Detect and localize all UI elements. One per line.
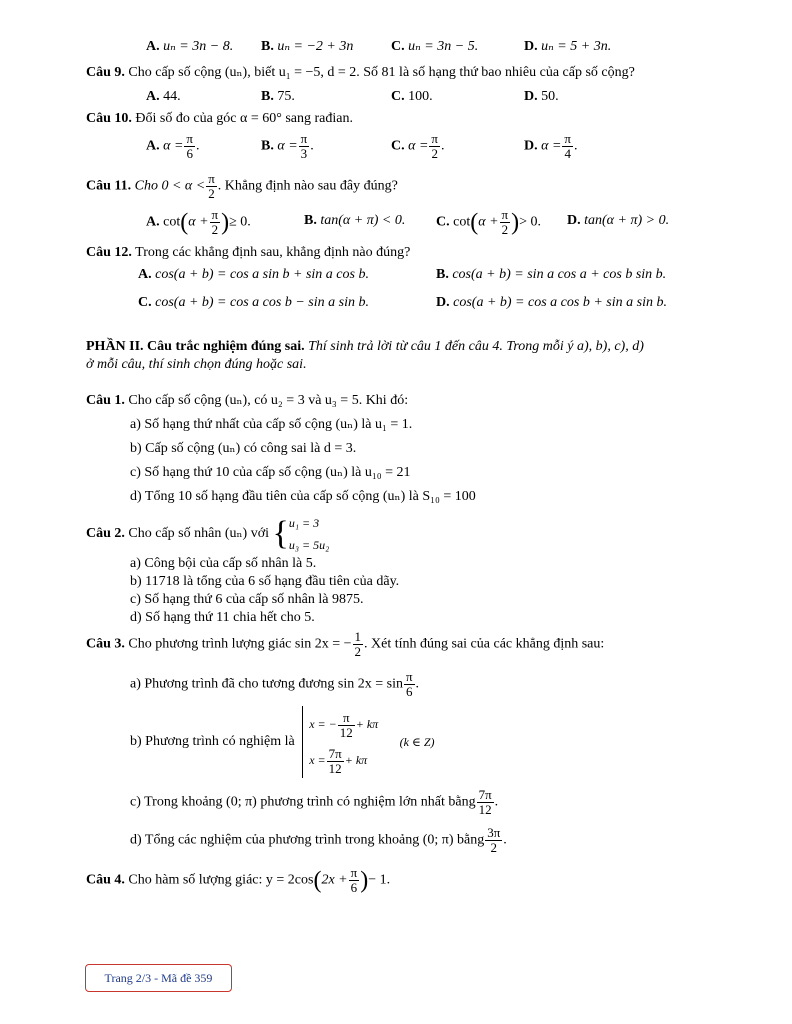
q12-option-b	[436, 266, 666, 284]
statement-c: c) Số hạng thứ 6 của cấp số nhân là 9875.	[130, 592, 364, 607]
option-label: C.	[391, 39, 405, 54]
question-label: Câu 10.	[86, 111, 132, 126]
statement-text: a) Phương trình đã cho tương đương sin 2x = sin	[130, 676, 403, 692]
question-text: Cho hàm số lượng giác: y = 2cos	[128, 872, 314, 888]
question-text: Đổi số đo của góc α = 60° sang rađian.	[135, 111, 353, 126]
option-text: tan(α + π) > 0.	[584, 213, 670, 228]
option-label: D.	[524, 138, 538, 154]
question-label: Câu 1.	[86, 393, 125, 408]
option-label: D.	[567, 213, 581, 228]
part2-heading	[86, 338, 644, 356]
section-title: PHẦN II. Câu trắc nghiệm đúng sai.	[86, 339, 305, 354]
statement-d: d) Tổng 10 số hạng đầu tiên của cấp số cộng (uₙ) là S₁₀ = 100	[130, 489, 476, 504]
p2-question-2	[86, 512, 329, 556]
option-label: A.	[146, 138, 160, 154]
question-9	[86, 64, 635, 82]
q12-option-c	[138, 294, 369, 312]
statement-a: a) Công bội của cấp số nhân là 5.	[130, 556, 317, 571]
fraction: $\frac{\pi}{2}$	[431, 131, 438, 161]
option-label: B.	[261, 89, 274, 104]
option-label: C.	[138, 295, 152, 310]
fraction: $\frac{\pi}{2}$	[208, 171, 215, 201]
page-footer: Trang 2/3 - Mã đề 359	[85, 964, 232, 992]
q12-option-a	[138, 266, 369, 284]
option-label: B.	[304, 213, 317, 228]
option-label: A.	[146, 89, 160, 104]
statement-a: a) Số hạng thứ nhất của cấp số cộng (uₙ) là u₁ = 1.	[130, 417, 413, 432]
equation: u₁ = 3	[288, 516, 320, 530]
option-label: C.	[391, 138, 405, 154]
option-text: uₙ = 3n − 8.	[163, 39, 234, 54]
question-text: Trong các khẳng định sau, khẳng định nào đúng?	[135, 245, 411, 260]
option-text: uₙ = −2 + 3n	[277, 39, 354, 54]
question-text: Cho 0 < α <	[134, 178, 206, 194]
fraction: $\frac{\pi}{6}$	[405, 669, 413, 699]
solution-set: x = − $\frac{\pi}{12}$ + kπ x = $\frac{7\pi}{12}$ + kπ	[302, 706, 378, 778]
option-text: tan(α + π) < 0.	[320, 213, 406, 228]
statement-d: d) Số hạng thứ 11 chia hết cho 5.	[130, 610, 315, 625]
question-label: Câu 4.	[86, 872, 125, 888]
question-text: Cho cấp số cộng (uₙ), biết u₁ = −5, d = 2. Số 81 là số hạng thứ bao nhiêu của cấp số cộng?	[128, 65, 635, 80]
option-text: uₙ = 5 + 3n.	[541, 39, 612, 54]
p2-question-3	[86, 630, 604, 659]
question-12	[86, 244, 410, 262]
option-label: D.	[524, 39, 538, 54]
option-text: cos(a + b) = sin a cos a + cos b sin b.	[452, 267, 667, 282]
q12-option-d	[436, 294, 667, 312]
option-text: 50.	[541, 89, 559, 104]
statement-d: d) Tổng các nghiệm của phương trình trong khoảng (0; π) bằng $\frac{3\pi}{2}$ .	[130, 825, 507, 855]
option-text: cos(a + b) = cos a sin b + sin a cos b.	[155, 267, 369, 282]
question-11	[86, 172, 398, 201]
option-text: 44.	[163, 89, 181, 104]
option-text: α =	[163, 138, 184, 154]
statement-a: a) Phương trình đã cho tương đương sin 2x = sin $\frac{\pi}{6}$ .	[130, 669, 420, 699]
section-instructions-2: ở mỗi câu, thí sinh chọn đúng hoặc sai.	[86, 357, 307, 372]
statement-c: c) Trong khoảng (0; π) phương trình có nghiệm lớn nhất bằng $\frac{7\pi}{12}$ .	[130, 787, 499, 817]
option-text: cos(a + b) = cos a cos b − sin a sin b.	[155, 295, 369, 310]
option-text: uₙ = 3n − 5.	[408, 39, 479, 54]
option-label: C.	[391, 89, 405, 104]
option-text: α +	[478, 214, 499, 230]
option-text: α +	[188, 214, 209, 230]
question-text: − 1.	[368, 872, 391, 888]
p2-question-4: Câu 4. Cho hàm số lượng giác: y = 2cos(2x + $\frac{\pi}{6}$ )− 1.	[86, 865, 391, 895]
statement-text: d) Tổng các nghiệm của phương trình trong khoảng (0; π) bằng	[130, 832, 485, 848]
question-text: . Khẳng định nào sau đây đúng?	[217, 178, 398, 194]
question-10	[86, 110, 353, 128]
option-text: cot	[453, 214, 471, 230]
option-label: B.	[436, 267, 449, 282]
question-label: Câu 11.	[86, 178, 132, 194]
question-label: Câu 9.	[86, 65, 125, 80]
question-text: Cho cấp số nhân (uₙ) với	[128, 526, 270, 541]
fraction: $\frac{7\pi}{12}$	[478, 787, 492, 817]
fraction: $\frac{\pi}{2}$	[501, 207, 509, 237]
option-text: ≥ 0.	[229, 214, 251, 230]
option-label: D.	[436, 295, 450, 310]
statement-b	[130, 706, 435, 780]
fraction: $\frac{\pi}{3}$	[300, 131, 308, 161]
option-text: 100.	[408, 89, 433, 104]
option-text: α =	[277, 138, 298, 154]
fraction: $\frac{3\pi}{2}$	[487, 825, 501, 855]
question-text: Cho cấp số cộng (uₙ), có u₂ = 3 và u₃ = 5. Khi đó:	[128, 393, 409, 408]
equation-system: { u₁ = 3 u₃ = 5u₂	[273, 512, 330, 556]
question-label: Câu 12.	[86, 245, 132, 260]
option-text: cot	[163, 214, 181, 230]
question-text: Cho phương trình lượng giác sin 2x = −	[128, 636, 352, 652]
question-text: . Xét tính đúng sai của các khẳng định sau:	[364, 636, 605, 652]
option-label: A.	[146, 214, 160, 230]
option-text: α =	[408, 138, 429, 154]
condition: (k ∈ Z)	[399, 735, 435, 749]
question-label: Câu 3.	[86, 636, 125, 652]
option-text: > 0.	[519, 214, 542, 230]
question-text: 2x +	[321, 872, 348, 888]
statement-text: b) Phương trình có nghiệm là	[130, 734, 295, 749]
equation: u₃ = 5u₂	[288, 538, 330, 552]
question-label: Câu 2.	[86, 526, 125, 541]
option-text: 75.	[277, 89, 295, 104]
fraction: $\frac{\pi}{6}$	[350, 865, 358, 895]
option-text: α =	[541, 138, 562, 154]
option-label: B.	[261, 138, 274, 154]
q10-options: A. α = $\frac{\pi}{6}$ . B. α = $\frac{\pi}{3}$ . C. α = $\frac{\pi}{2}$ . D. α = $\frac{\pi}{4}$ .	[146, 131, 578, 161]
fraction: $\frac{\pi}{2}$	[211, 207, 219, 237]
fraction: $\frac{\pi}{6}$	[186, 131, 193, 161]
section-instructions: Thí sinh trả lời từ câu 1 đến câu 4. Trong mỗi ý a), b), c), d)	[308, 339, 644, 354]
statement-b: b) Cấp số cộng (uₙ) có công sai là d = 3.	[130, 441, 357, 456]
option-label: D.	[524, 89, 538, 104]
option-label: A.	[138, 267, 152, 282]
option-label: C.	[436, 214, 450, 230]
fraction: $\frac{1}{2}$	[354, 629, 362, 659]
option-text: cos(a + b) = cos a cos b + sin a sin b.	[453, 295, 667, 310]
option-label: B.	[261, 39, 274, 54]
option-label: A.	[146, 39, 160, 54]
q11-options: A. cot(α + $\frac{\pi}{2}$ )≥ 0. B. tan(α + π) < 0. C. cot(α + $\frac{\pi}{2}$ )> 0. D. tan(α + π) > 0.	[146, 207, 670, 237]
statement-c: c) Số hạng thứ 10 của cấp số cộng (uₙ) là u₁₀ = 21	[130, 465, 411, 480]
statement-b: b) 11718 là tổng của 6 số hạng đầu tiên của dãy.	[130, 574, 400, 589]
fraction: $\frac{\pi}{4}$	[564, 131, 571, 161]
p2-question-1	[86, 392, 408, 410]
statement-text: c) Trong khoảng (0; π) phương trình có nghiệm lớn nhất bằng	[130, 794, 476, 810]
